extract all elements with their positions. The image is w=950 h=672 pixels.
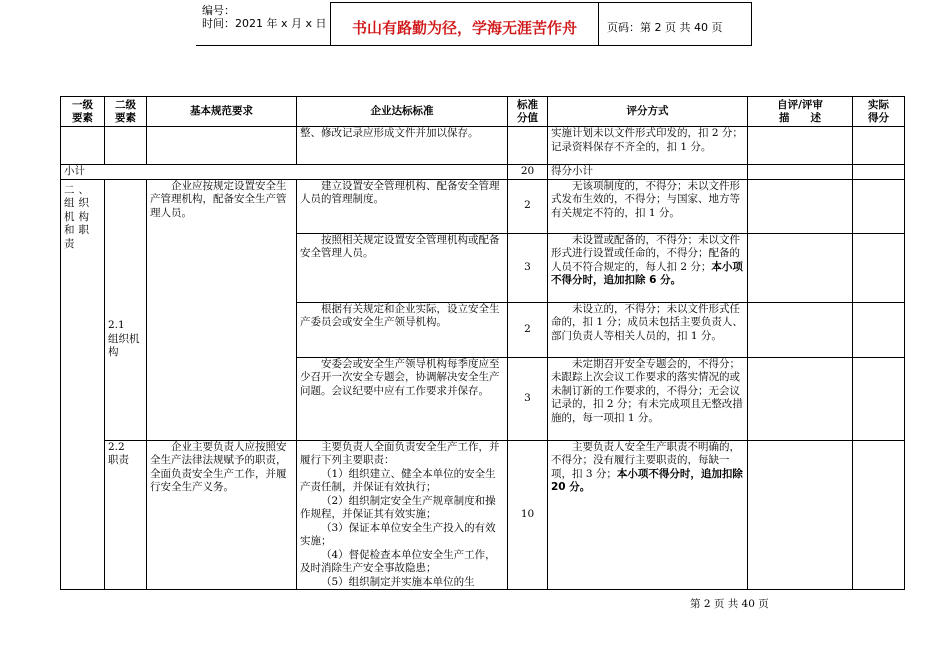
- subtotal-row: [61, 165, 905, 180]
- duty-item: （2）组织制定安全生产规章制度和操作规程，并保证其有效实施；: [300, 494, 496, 520]
- standard-cell: 整、修改记录应形成文件并加以保存。: [297, 127, 508, 165]
- label-number: 编号：: [202, 4, 235, 17]
- level2-cell-duty: 2.2 职责: [105, 440, 147, 590]
- subtotal-label: 小计: [61, 165, 508, 180]
- scoring-cell: 主要负责人安全生产职责不明确的，不得分；没有履行主要职责的，每缺一项，扣 3 分；本小项不得分时，追加扣除 20 分。: [548, 440, 748, 590]
- penalty-note: 本小项不得分时，追加扣除 20 分。: [551, 467, 743, 493]
- page-footer: 第 2 页 共 40 页: [690, 598, 769, 610]
- page-header: [196, 2, 752, 46]
- table-row: [61, 440, 905, 590]
- scoring-cell: 未设立的，不得分；未以文件形式任命的，扣 1 分；成员未包括主要负责人、部门负责人等相关人员的，扣 1 分。: [548, 302, 748, 357]
- score-cell: 3: [508, 357, 548, 440]
- level1-cell: 二、组织机构和职责: [61, 179, 105, 590]
- standard-cell: 主要负责人全面负责安全生产工作，并履行下列主要职责： （1）组织建立、健全本单位的安全生产责任制，并保证有效执行； （2）组织制定安全生产规章制度和操作规程，并保证其有效实施； （3）保证本单位安全生产投入的有效实施； （4）督促检查本单位安全生产工作，及时消除生产安全事故隐患； （5）组织制定并实施本单位的生: [297, 440, 508, 590]
- col-header-score: 标准 分值: [508, 97, 548, 127]
- scoring-cell: 实施计划未以文件形式印发的，扣 2 分；记录资料保存不齐全的，扣 1 分。: [548, 127, 748, 165]
- basic-cell-duty: 企业主要负责人应按照安全生产法律法规赋予的职责，全面负责安全生产工作，并履行安全生产义务。: [147, 440, 297, 590]
- score-cell: 3: [508, 233, 548, 302]
- table-header-row: [61, 97, 905, 127]
- col-header-scoring: 评分方式: [548, 97, 748, 127]
- subtotal-score: 20: [508, 165, 548, 180]
- header-divider: [196, 45, 330, 46]
- header-motto: 书山有路勤为径，学海无涯苦作舟: [351, 19, 577, 37]
- col-header-review: 自评/评审 描 述: [748, 97, 853, 127]
- duty-item: （3）保证本单位安全生产投入的有效实施；: [300, 521, 496, 547]
- col-header-basic: 基本规范要求: [147, 97, 297, 127]
- scoring-cell: 未设置或配备的，不得分；未以文件形式进行设置或任命的，不得分；配备的人员不符合规定的，每人扣 2 分；本小项不得分时，追加扣除 6 分。: [548, 233, 748, 302]
- col-header-actual: 实际 得分: [853, 97, 905, 127]
- header-page-code: 页码：第 2 页 共 40 页: [607, 21, 723, 34]
- standard-cell: 根据有关规定和企业实际，设立安全生产委员会或安全生产领导机构。: [297, 302, 508, 357]
- duty-item: （4）督促检查本单位安全生产工作，及时消除生产安全事故隐患；: [300, 548, 496, 574]
- scoring-cell: 无该项制度的，不得分；未以文件形式发布生效的，不得分；与国家、地方等有关规定不符的，扣 1 分。: [548, 179, 748, 233]
- table-row: [61, 179, 905, 233]
- standard-cell: 建立设置安全管理机构、配备安全管理人员的管理制度。: [297, 179, 508, 233]
- evaluation-table: [60, 96, 905, 590]
- score-cell: 10: [508, 440, 548, 590]
- duty-item: （5）组织制定并实施本单位的生: [321, 575, 475, 588]
- header-page-box: [599, 2, 752, 46]
- basic-cell-org: 企业应按规定设置安全生产管理机构，配备安全生产管理人员。: [147, 179, 297, 440]
- col-header-standard: 企业达标标准: [297, 97, 508, 127]
- standard-cell: 按照相关规定设置安全管理机构或配备安全管理人员。: [297, 233, 508, 302]
- score-cell: 2: [508, 302, 548, 357]
- penalty-note: 本小项不得分时，追加扣除 6 分。: [551, 260, 743, 286]
- standard-cell: 安委会或安全生产领导机构每季度应至少召开一次安全专题会，协调解决安全生产问题。会议纪要中应有工作要求并保存。: [297, 357, 508, 440]
- table-row: [61, 127, 905, 165]
- col-header-level1: 一级 要素: [61, 97, 105, 127]
- header-meta: [196, 2, 330, 46]
- col-header-level2: 二级 要素: [105, 97, 147, 127]
- label-date: 时间：2021 年 x 月 x 日: [202, 17, 327, 30]
- level2-cell-org: 2.1 组织机构: [105, 179, 147, 440]
- header-motto-box: [330, 2, 599, 46]
- subtotal-scoring: 得分小计: [548, 165, 748, 180]
- duty-item: （1）组织建立、健全本单位的安全生产责任制，并保证有效执行；: [300, 467, 496, 493]
- score-cell: 2: [508, 179, 548, 233]
- scoring-cell: 未定期召开安全专题会的，不得分；未跟踪上次会议工作要求的落实情况的或未制订新的工作要求的，不得分；无会议记录的，扣 2 分；有未完成项且无整改措施的，每一项扣 1 分。: [548, 357, 748, 440]
